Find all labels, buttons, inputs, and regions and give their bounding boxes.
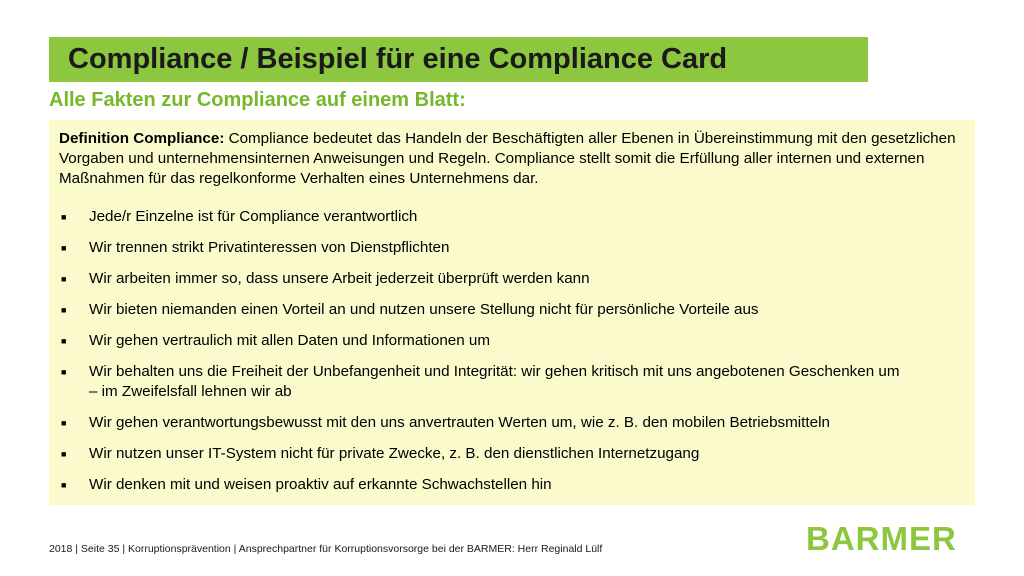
square-bullet-icon: ■ <box>61 449 67 459</box>
definition-label: Definition Compliance: <box>59 130 225 147</box>
slide-subtitle: Alle Fakten zur Compliance auf einem Blatt: <box>49 89 466 111</box>
square-bullet-icon: ■ <box>61 480 67 490</box>
square-bullet-icon: ■ <box>61 418 67 428</box>
list-item-text: Wir behalten uns die Freiheit der Unbefangenheit und Integrität: wir gehen kritisch mit uns angebotenen Geschenken um – im Zweifelsfall lehnen wir ab <box>89 363 900 400</box>
list-item <box>59 331 965 351</box>
barmer-logo: BARMER <box>806 520 957 557</box>
square-bullet-icon: ■ <box>61 367 67 377</box>
slide-title: Compliance / Beispiel für eine Compliance Card <box>68 43 728 75</box>
square-bullet-icon: ■ <box>61 212 67 222</box>
square-bullet-icon: ■ <box>61 336 67 346</box>
list-item <box>59 269 965 289</box>
list-item-text: Wir gehen verantwortungsbewusst mit den uns anvertrauten Werten um, wie z. B. den mobilen Betriebsmitteln <box>89 414 830 431</box>
list-item-text: Wir bieten niemanden einen Vorteil an und nutzen unsere Stellung nicht für persönliche Vorteile aus <box>89 301 759 318</box>
compliance-card <box>49 120 975 505</box>
list-item <box>59 444 965 464</box>
list-item <box>59 207 965 227</box>
definition-text: Compliance bedeutet das Handeln der Beschäftigten aller Ebenen in Übereinstimmung mit den gesetzlichen Vorgaben und unternehmensinternen Anweisungen und Regeln. Compliance stellt somit die Erfüllung aller internen und externen Maßnahmen für das regelkonforme Verhalten eines Unternehmens dar. <box>59 130 956 187</box>
list-item <box>59 238 965 258</box>
square-bullet-icon: ■ <box>61 274 67 284</box>
list-item <box>59 300 965 320</box>
list-item-text: Wir arbeiten immer so, dass unsere Arbeit jederzeit überprüft werden kann <box>89 270 590 287</box>
list-item <box>59 362 965 402</box>
list-item-text: Wir gehen vertraulich mit allen Daten und Informationen um <box>89 332 490 349</box>
list-item-text: Wir nutzen unser IT-System nicht für private Zwecke, z. B. den dienstlichen Internetzugang <box>89 445 700 462</box>
list-item-text: Wir trennen strikt Privatinteressen von Dienstpflichten <box>89 239 450 256</box>
footer-text: 2018 | Seite 35 | Korruptionsprävention | Ansprechpartner für Korruptionsvorsorge bei der BARMER: Herr Reginald Lülf <box>49 543 603 555</box>
square-bullet-icon: ■ <box>61 243 67 253</box>
definition-paragraph <box>59 129 964 189</box>
compliance-rules-list <box>59 207 965 495</box>
list-item <box>59 413 965 433</box>
list-item <box>59 475 965 495</box>
list-item-text: Wir denken mit und weisen proaktiv auf erkannte Schwachstellen hin <box>89 476 552 493</box>
title-bar <box>49 37 868 82</box>
list-item-text: Jede/r Einzelne ist für Compliance verantwortlich <box>89 208 418 225</box>
square-bullet-icon: ■ <box>61 305 67 315</box>
